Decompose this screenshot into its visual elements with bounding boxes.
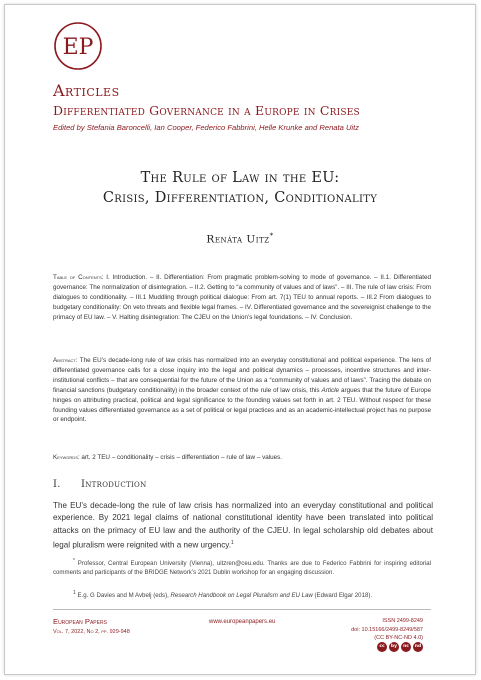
paper-page [4, 4, 476, 675]
keywords [53, 453, 431, 463]
cc-icon: cc [377, 642, 387, 652]
abstract-label: Abstract: [53, 357, 78, 364]
article-title-line1: The Rule of Law in the EU: [140, 170, 340, 186]
license-text: (CC BY-NC-ND 4.0) [374, 635, 423, 642]
toc-label: Table of Contents: [53, 274, 104, 281]
keywords-text: art. 2 TEU – conditionality – crisis – differentiation – rule of law – values. [79, 454, 283, 461]
journal-website-link[interactable]: www.europeanpapers.eu [209, 619, 276, 625]
abstract [53, 356, 431, 425]
doi-link[interactable]: doi: 10.15166/2499-8249/587 [351, 626, 423, 633]
heading-number: I. [53, 479, 61, 490]
footer-journal-block [53, 617, 130, 637]
editors-line: Edited by Stefania Baroncelli, Ian Cooper, Federico Fabbrini, Helle Krunke and Renata Uitz [53, 123, 360, 132]
european-papers-logo [53, 21, 103, 71]
article-title-line2: Crisis, Differentiation, Conditionality [102, 190, 378, 206]
introduction-text: The EU’s decade-long the rule of law crisis has normalized into an everyday constitutional and political experience. By 2021 legal claims of national constitutional identity have been translated into political attacks on the primacy of EU law and the authority of the CJEU. In legal scholarship old debates about legal pluralism were reignited with a new urgency. [53, 501, 433, 550]
author-name [5, 232, 475, 246]
footnote-1-mark: 1 [73, 590, 76, 596]
cc-nd-icon: nd [413, 642, 423, 652]
cc-nc-icon: nc [401, 642, 411, 652]
abstract-text-italic: Article [321, 386, 340, 394]
author-text: Renáta Uitz [206, 233, 270, 246]
journal-name: European Papers [53, 617, 107, 626]
footer-divider [53, 609, 431, 610]
creative-commons-badges[interactable] [377, 642, 423, 652]
section-label: Articles [53, 81, 120, 100]
svg-text:EP: EP [62, 35, 94, 60]
footnote-author [53, 557, 431, 577]
footnote-author-text: Professor, Central European University (Vienna), uitzren@ceu.edu. Thanks are due to Federico Fabbrini for inspiring editorial comments and participants of the BRIDGE Network’s 2021 Dublin workshop for an engaging discussion. [53, 560, 431, 577]
footnote-1-italic: Research Handbook on Legal Pluralism and EU Law [170, 592, 313, 600]
footnote-1-text-a: E.g. G Davies and M Avbelj (eds), [75, 592, 171, 600]
toc-text: I. Introduction. – II. Differentiation: From pragmatic problem-solving to mode of governance. – II.1. Differentiated governance: The normalization of disintegration. – II.2. Getting to “a community of values and of laws”. – III. The rule of law crisis: From dialogues to conditionality. – III.1 Muddling through political dialogue: From art. 7(1) TEU to annual reports. – III.2 From dialogues to budgetary conditionality: On veto threats and flexible legal frames. – IV. Differentiated governance and the sovereignist challenge to the primacy of EU law. – V. Halting disintegration: The CJEU on the Union’s legal foundations. – IV. Conclusion. [53, 274, 431, 321]
introduction-heading [53, 479, 147, 490]
issn: ISSN 2499-8249 [382, 618, 423, 624]
heading-text: Introduction [81, 479, 147, 490]
footnote-1 [53, 589, 431, 600]
footer-identifiers [351, 617, 423, 643]
table-of-contents [53, 273, 431, 323]
cc-by-icon: by [389, 642, 399, 652]
abstract-text-a: The EU’s decade-long rule of law crisis has normalized into an everyday constitutional and political experience. The lens of differentiated governance calls for a close inquiry into the legal and political dynamics – processes, incentive structures and inter-institutional conflicts – that are consequential for the future of the Union as a “community of values and of laws”. Tracing the debate on financial sanctions (budgetary conditionality) in the broader context of the rule of law crisis, this [53, 357, 431, 394]
abstract-text-b: argues that the future of Europe hinges on attributing practical, political and legal significance to the founding values set forth in art. 2 TEU. Without respect for these founding values differentiated governance as a set of political or legal practices and as an academic-intellectual project has no purpose or endpoint. [53, 386, 431, 424]
keywords-label: Keywords: [53, 454, 80, 461]
journal-issue: Vol. 7, 2022, No 2, pp. 929-948 [53, 629, 130, 635]
author-footnote-mark: * [269, 232, 274, 240]
footnote-1-text-b: (Edward Elgar 2018). [312, 592, 373, 600]
footnote-ref-1: 1 [231, 539, 234, 546]
special-section-title: Differentiated Governance in a Europe in Crises [53, 103, 360, 118]
introduction-paragraph [53, 500, 433, 552]
footnote-author-mark: * [73, 558, 75, 564]
